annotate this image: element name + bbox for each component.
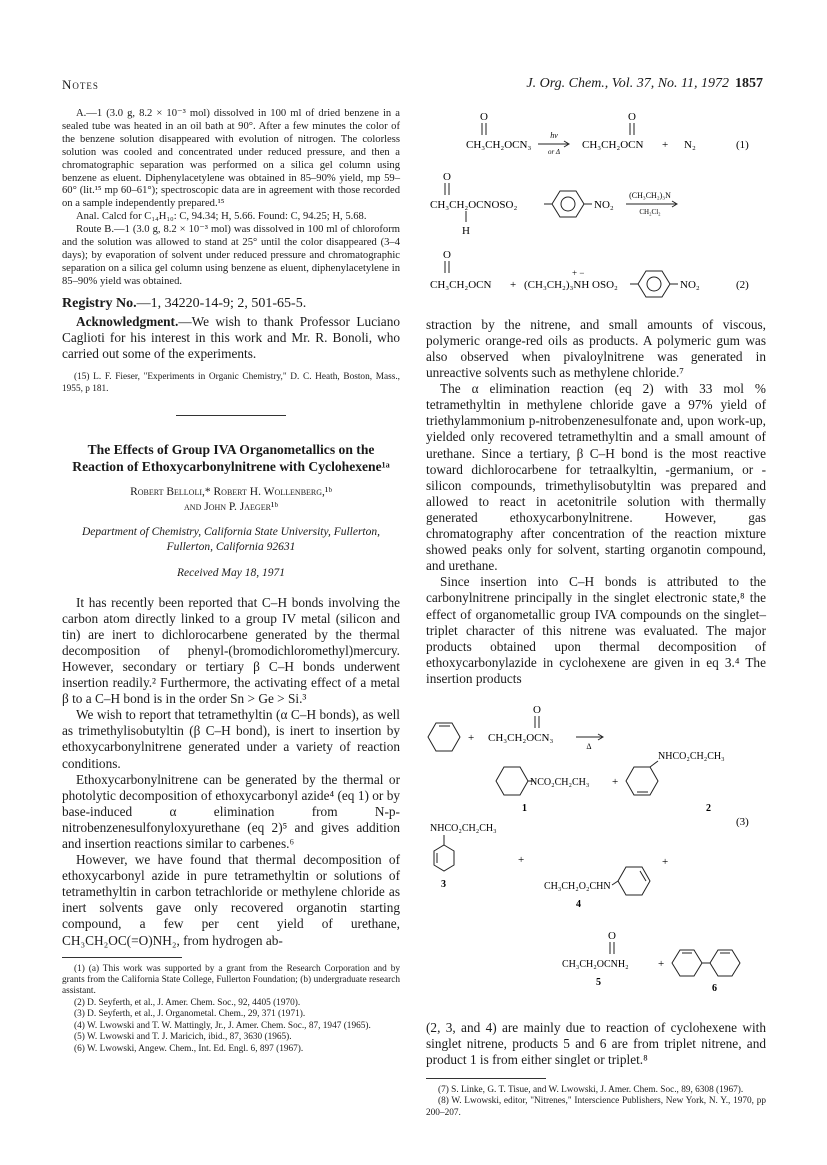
eq2-oxygen-2: O	[443, 249, 451, 262]
eq3-plus-4: +	[662, 855, 669, 868]
eq3-product-3: NHCO₂CH₂CH₃	[430, 822, 497, 834]
eq3-product-5: CH₃CH₂OCNH₂	[562, 959, 629, 971]
eq3-product-1-number: 1	[522, 802, 527, 814]
eq3-plus-2: +	[612, 775, 619, 788]
authors: Robert Belloli,* Robert H. Wollenberg,¹ᵇ and John P. Jaeger¹ᵇ	[130, 486, 332, 514]
registry-line: Registry No.—1, 34220-14-9; 2, 501-65-5.	[62, 295, 307, 311]
eq1-oxygen-2: O	[628, 111, 636, 123]
eq1-number: (1)	[736, 139, 749, 151]
footnotes-right	[426, 1085, 766, 1119]
footnote-7: (7) S. Linke, G. T. Tisue, and W. Lwowski, J. Amer. Chem. Soc., 89, 6308 (1967).	[438, 1085, 744, 1096]
bicyclohexenyl-icon	[672, 950, 740, 976]
eq2-plus: +	[510, 279, 517, 292]
eq2-condition-top: (CH₃CH₂)₃N	[629, 191, 671, 201]
cyclohexene-icon	[626, 761, 658, 795]
footnote-6: (6) W. Lwowski, Angew. Chem., Int. Ed. Engl. 6, 897 (1967).	[74, 1043, 304, 1054]
eq3-product-4: CH₃CH₂O₂CHN	[544, 880, 611, 892]
acknowledgment: Acknowledgment.—We wish to thank Professor Luciano Caglioti for his interest in this work and Mr. R. Bonoli, who carried out some of the experiments.	[62, 314, 400, 362]
footnote-15: (15) L. F. Fieser, "Experiments in Organic Chemistry," D. C. Heath, Boston, Mass., 1955, p 181.	[62, 372, 400, 394]
footnote-2: (2) D. Seyferth, et al., J. Amer. Chem. Soc., 92, 4405 (1970).	[74, 997, 301, 1008]
footnote-8: (8) W. Lwowski, editor, "Nitrenes," Interscience Publishers, New York, N. Y., 1970, pp 200–207.	[426, 1096, 766, 1118]
eq1-condition-bottom: or Δ	[547, 148, 561, 156]
eq3-plus-5: +	[658, 958, 665, 971]
body-paragraph-3: Ethoxycarbonylnitrene can be generated by the thermal or photolytic decomposition of ethoxycarbonyl azide⁴ (eq 1) or by base-induced α elimination from N-p-nitrobenzenesulfonyloxyurethane (eq 2)⁵ and gives addition and insertion reactions similar to carbenes.⁶	[62, 771, 400, 851]
left-column	[62, 108, 400, 1055]
eq2-hydrogen: H	[462, 225, 470, 238]
eq2-product-1: CH₃CH₂OCN	[430, 279, 492, 292]
footnote-rule-right	[426, 1078, 546, 1079]
body-paragraph-2: We wish to report that tetramethyltin (α C–H bonds), as well as trimethylisobutyltin (β C–H bond), is inert to insertion by ethoxycarbonylnitrene generated under a variety of reaction conditions.	[62, 707, 400, 771]
affiliation: Department of Chemistry, California State University, Fullerton, Fullerton, California 92631	[81, 526, 381, 554]
article-title: The Effects of Group IVA Organometallics on the Reaction of Ethoxycarbonylnitrene with Cyclohexene¹ᵃ	[72, 442, 390, 474]
page-number: 1857	[735, 76, 763, 91]
route-a-paragraph: A.—1 (3.0 g, 8.2 × 10⁻³ mol) dissolved in 100 ml of dried benzene in a sealed tube was heated in an oil bath at 90°. After a few minutes the color of the benzene solution disappeared with evolution of nitrogen. The colorless solution was cooled and concentrated under reduced pressure, and then a chromatographic separation was performed on a silica gel column using benzene as eluent. Diphenylacetylene was obtained in 85–90% yield, mp 59–60° (lit.¹⁵ mp 60–61°); spectroscopic data are in agreement with those recorded on a sample independently prepared.¹⁵	[62, 108, 400, 210]
eq3-product-1: NCO₂CH₂CH₃	[530, 776, 590, 788]
eq1-plus: +	[662, 139, 669, 151]
footnotes-left	[62, 964, 400, 1055]
right-paragraph-2: The α elimination reaction (eq 2) with 33 mol % tetramethyltin in methylene chloride gave a 97% yield of triethylammonium p-nitrobenzenesulfonate and, upon work-up, yielded only recovered tetramethyltin and a small amount of urethane. Since a tertiary, β C–H bond is the most reactive toward dichlorocarbene for tetraalkyltin, -germanium, or -silicon compounds, trimethylisobutyltin was prepared and allowed to react in acetonitrile solution with thermally generated ethoxycarbonylnitrene. However, gas chromatography after concentration of the reaction mixture showed peaks only for solvent, starting organotin compound, and urethane.	[426, 381, 766, 574]
body-paragraph-1: It has recently been reported that C–H bonds involving the carbon atom directly linked to a group IV metal (silicon and tin) are inert to dichlorocarbene generated by the thermal decomposition of phenyl-(bromodichloromethyl)mercury. However, secondary or tertiary β C–H bonds underwent insertion readily.² Furthermore, the activating effect of a metal β to a C–H bond is in the order Sn > Ge > Si.³	[62, 594, 400, 707]
journal-citation: J. Org. Chem., Vol. 37, No. 11, 1972	[526, 76, 729, 91]
eq3-delta: Δ	[586, 741, 592, 751]
equation-2	[426, 166, 766, 308]
footnote-5: (5) W. Lwowski and T. J. Maricich, ibid., 87, 3630 (1965).	[74, 1032, 292, 1043]
article-divider	[176, 415, 286, 416]
eq1-reactant: CH₃CH₂OCN₃	[466, 139, 532, 151]
analysis-paragraph: Anal. Calcd for C₁₄H₁₀: C, 94.34; H, 5.66. Found: C, 94.25; H, 5.68.	[76, 211, 367, 223]
aziridine-ring-icon	[496, 767, 534, 795]
cyclohexene-icon	[612, 867, 650, 895]
eq3-oxygen-5: O	[608, 930, 616, 943]
running-head-left: Notes	[62, 77, 99, 92]
equation-3	[426, 699, 766, 929]
cyclohexene-icon	[428, 723, 460, 751]
eq2-oxygen-1: O	[443, 171, 451, 184]
footnote-1: (1) (a) This work was supported by a grant from the Research Corporation and by grants from the California State College, Fullerton Foundation; (b) undergraduate research assistant.	[62, 963, 400, 997]
eq1-condition-top: hν	[550, 131, 558, 140]
eq3-product-2-number: 2	[706, 802, 711, 814]
footnote-4: (4) W. Lwowski and T. W. Mattingly, Jr., J. Amer. Chem. Soc., 87, 1947 (1965).	[74, 1020, 371, 1031]
eq3-product-4-number: 4	[576, 898, 581, 910]
right-paragraph-4: (2, 3, and 4) are mainly due to reaction of cyclohexene with singlet nitrene, products 5 and 6 are from triplet nitrene, and product 1 is from either singlet or triplet.⁸	[426, 1019, 766, 1067]
eq3-reagent: CH₃CH₂OCN₃	[488, 731, 554, 744]
right-paragraph-3: Since insertion into C–H bonds is attributed to the carbonylnitrene principally in the singlet electronic state,⁸ the effect of organometallic group IVA compounds on the singlet–triplet character of this nitrene was evaluated. The major products obtained upon thermal decomposition of ethoxycarbonylazide in cyclohexene are given in eq 3.⁴ The insertion products	[426, 574, 766, 686]
equation-3-continued	[426, 927, 766, 1007]
footnote-3: (3) D. Seyferth, et al., J. Organometal. Chem., 29, 371 (1971).	[74, 1009, 306, 1020]
eq3-product-3-number: 3	[441, 878, 446, 890]
benzene-ring-icon	[638, 271, 670, 297]
body-paragraph-4: However, we have found that thermal decomposition of ethoxycarbonyl azide in pure tetramethyltin or solutions of tetramethyltin in carbon tetrachloride or methylene chloride as inert solvents gave only recovered organotin starting compound, a few per cent yield of urethane, CH₃CH₂OC(=O)NH₂, from hydrogen ab-	[62, 852, 400, 948]
eq1-product: CH₃CH₂OCN	[582, 139, 644, 151]
eq2-nitro-1: NO₂	[594, 199, 614, 212]
eq2-number: (2)	[736, 279, 749, 292]
eq3-product-5-number: 5	[596, 977, 601, 989]
eq3-oxygen: O	[533, 703, 541, 716]
eq3-plus-1: +	[468, 731, 475, 744]
received-date: Received May 18, 1971	[177, 567, 285, 580]
eq1-oxygen-1: O	[480, 111, 488, 123]
eq3-product-6-number: 6	[712, 983, 717, 995]
eq2-product-2: (CH₃CH₂)₃NH OSO₂	[524, 279, 618, 292]
eq2-nitro-2: NO₂	[680, 279, 700, 292]
footnote-rule	[62, 957, 182, 958]
eq1-nitrogen: N₂	[684, 139, 696, 151]
benzene-ring-icon	[552, 191, 584, 217]
right-column	[426, 108, 766, 1119]
eq2-reactant: CH₃CH₂OCNOSO₂	[430, 199, 518, 212]
cyclohexene-icon	[434, 835, 454, 871]
right-paragraph-1: straction by the nitrene, and small amounts of viscous, polymeric orange-red oils as products. A polymeric gum was also observed when pivaloylnitrene was generated in unreactive solvents such as methylene chloride.⁷	[426, 316, 766, 381]
eq3-plus-3: +	[518, 853, 525, 866]
eq2-condition-bottom: CH₂Cl₂	[639, 208, 661, 217]
equation-1	[426, 108, 766, 158]
eq3-number: (3)	[736, 815, 749, 828]
route-b-paragraph: Route B.—1 (3.0 g, 8.2 × 10⁻³ mol) was dissolved in 100 ml of chloroform and the solution was allowed to stand at 25° until the color disappeared (3–4 days); by evaporation of solvent under reduced pressure and chromatographic separation on a silica gel column using benzene as eluent, diphenylacetylene in 85–90% yield was obtained.	[62, 224, 400, 287]
running-head-right	[526, 76, 763, 92]
eq3-product-2: NHCO₂CH₂CH₃	[658, 750, 725, 762]
eq2-charges: + −	[572, 268, 585, 279]
